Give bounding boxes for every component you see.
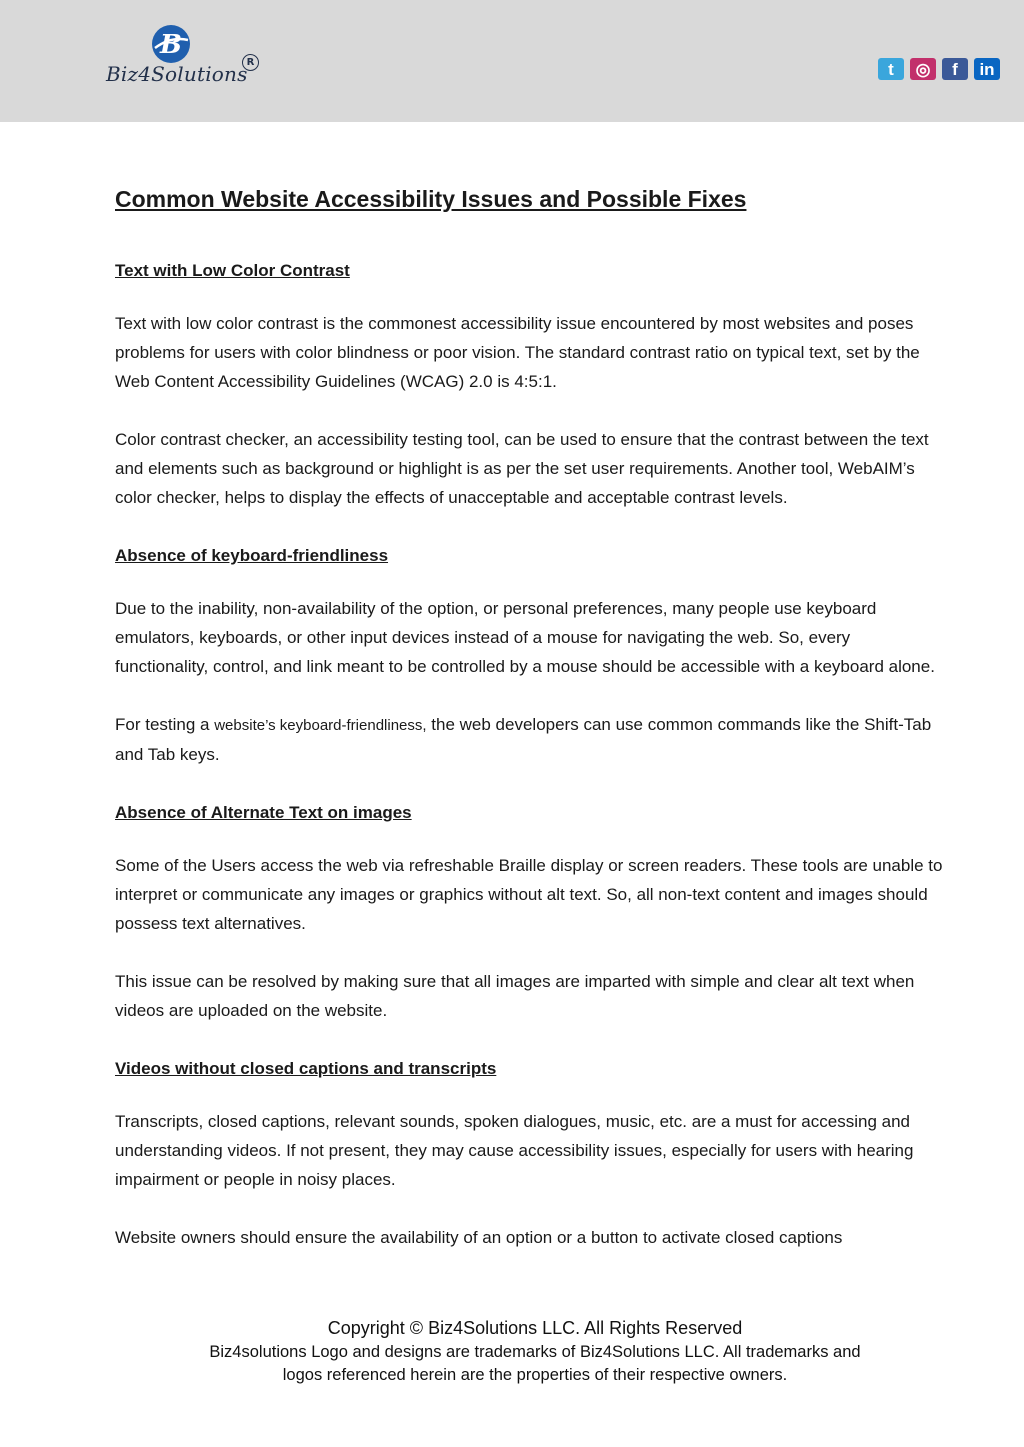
section-captions — [115, 1054, 945, 1252]
social-links — [878, 58, 1000, 80]
linkedin-icon[interactable]: in — [974, 58, 1000, 80]
section-heading: Videos without closed captions and transcripts — [115, 1059, 497, 1078]
document-title: Common Website Accessibility Issues and Possible Fixes — [115, 186, 747, 212]
twitter-icon[interactable]: t — [878, 58, 904, 80]
paragraph: Website owners should ensure the availability of an option or a button to activate closed captions — [115, 1228, 843, 1247]
trademark-notice-line: Biz4solutions Logo and designs are trademarks of Biz4Solutions LLC. All trademarks and — [209, 1343, 861, 1361]
section-keyboard — [115, 541, 945, 769]
paragraph: Text with low color contrast is the commonest accessibility issue encountered by most websites and poses problems for users with color blindness or poor vision. The standard contrast ratio on typical text, set by the Web Content Accessibility Guidelines (WCAG) 2.0 is 4:5:1. — [115, 314, 920, 391]
logo-letter: B — [160, 30, 182, 60]
logo-wordmark: Biz4Solutions — [106, 62, 248, 86]
section-low-contrast — [115, 256, 945, 512]
instagram-icon[interactable]: ◎ — [910, 58, 936, 80]
section-heading: Absence of Alternate Text on images — [115, 803, 412, 822]
section-alt-text — [115, 798, 945, 1025]
page-footer — [140, 1316, 930, 1387]
document-body — [115, 182, 945, 1281]
section-heading: Absence of keyboard-friendliness — [115, 546, 389, 565]
facebook-icon[interactable]: f — [942, 58, 968, 80]
paragraph: Due to the inability, non-availability of the option, or personal preferences, many people use keyboard emulators, keyboards, or other input devices instead of a mouse for navigating the web. So, every functionality, control, and link meant to be controlled by a mouse should be accessible with a keyboard alone. — [115, 599, 935, 676]
paragraph: Color contrast checker, an accessibility testing tool, can be used to ensure that the contrast between the text and elements such as background or highlight is as per the set user requirements. Another tool, WebAIM’s color checker, helps to display the effects of unacceptable and acceptable contrast levels. — [115, 430, 929, 507]
header-band — [0, 0, 1024, 122]
registered-mark: R — [242, 54, 259, 71]
logo-mark-icon — [151, 24, 191, 64]
company-logo[interactable] — [104, 22, 264, 94]
paragraph: Transcripts, closed captions, relevant sounds, spoken dialogues, music, etc. are a must for accessing and understanding videos. If not present, they may cause accessibility issues, especially for users with hearing impairment or people in noisy places. — [115, 1112, 914, 1189]
copyright-notice: Copyright © Biz4Solutions LLC. All Rights Reserved — [327, 1318, 743, 1338]
paragraph: Some of the Users access the web via refreshable Braille display or screen readers. These tools are unable to interpret or communicate any images or graphics without alt text. So, all non-text content and images should possess text alternatives. — [115, 856, 943, 933]
paragraph-text: the web developers can use common commands like the Shift-Tab and Tab keys. — [115, 715, 932, 764]
paragraph-text-small: website’s keyboard-friendliness, — [214, 717, 427, 734]
paragraph: This issue can be resolved by making sure that all images are imparted with simple and clear alt text when videos are uploaded on the website. — [115, 972, 915, 1020]
section-heading: Text with Low Color Contrast — [115, 261, 350, 280]
trademark-notice-line: logos referenced herein are the properties of their respective owners. — [282, 1366, 788, 1384]
paragraph-testing — [115, 710, 945, 769]
paragraph-text: For testing a — [115, 715, 215, 734]
